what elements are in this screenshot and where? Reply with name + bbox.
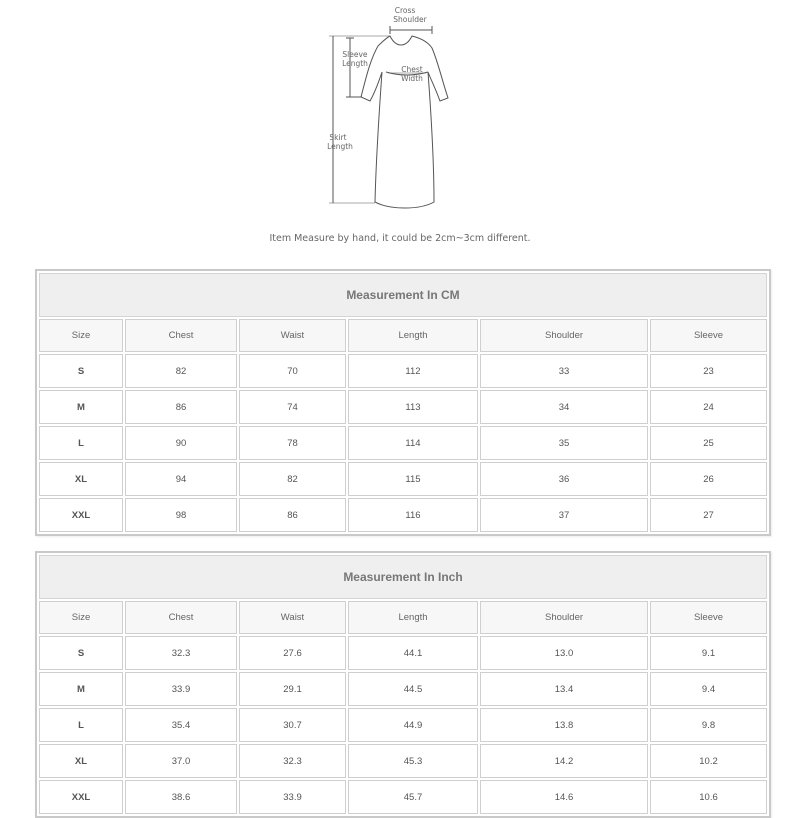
cell-size: L [39, 708, 123, 742]
cell-size: S [39, 636, 123, 670]
cell-size: M [39, 390, 123, 424]
header-chest: Chest [125, 319, 237, 352]
cell-length: 44.5 [348, 672, 478, 706]
cell-shoulder: 36 [480, 462, 648, 496]
label-width: Width [401, 74, 423, 83]
cell-size: M [39, 672, 123, 706]
size-table-cm [35, 269, 771, 536]
cell-shoulder: 35 [480, 426, 648, 460]
label-chest: Chest [401, 65, 423, 74]
label-shoulder: Shoulder [393, 15, 427, 24]
table-title: Measurement In CM [39, 273, 767, 317]
cell-chest: 32.3 [125, 636, 237, 670]
dress-outline-icon [300, 0, 500, 220]
cell-length: 116 [348, 498, 478, 532]
label-sleeve-length: Length [342, 59, 368, 68]
header-shoulder: Shoulder [480, 601, 648, 634]
cell-length: 114 [348, 426, 478, 460]
cell-shoulder: 13.8 [480, 708, 648, 742]
label-cross: Cross [394, 6, 416, 15]
header-chest: Chest [125, 601, 237, 634]
cell-sleeve: 25 [650, 426, 767, 460]
table-row [39, 708, 767, 742]
cell-size: XL [39, 744, 123, 778]
cell-shoulder: 14.2 [480, 744, 648, 778]
header-length: Length [348, 319, 478, 352]
header-size: Size [39, 601, 123, 634]
cell-chest: 38.6 [125, 780, 237, 814]
cell-waist: 74 [239, 390, 346, 424]
table-row [39, 354, 767, 388]
cell-shoulder: 37 [480, 498, 648, 532]
label-skirt-length: Length [327, 142, 353, 151]
cell-sleeve: 23 [650, 354, 767, 388]
header-waist: Waist [239, 601, 346, 634]
label-skirt: Skirt [329, 133, 347, 142]
cell-length: 44.1 [348, 636, 478, 670]
cell-shoulder: 33 [480, 354, 648, 388]
cell-chest: 90 [125, 426, 237, 460]
cell-chest: 82 [125, 354, 237, 388]
cell-length: 112 [348, 354, 478, 388]
header-size: Size [39, 319, 123, 352]
header-shoulder: Shoulder [480, 319, 648, 352]
table-header-row [39, 601, 767, 634]
table-row [39, 636, 767, 670]
cell-chest: 94 [125, 462, 237, 496]
table-row [39, 390, 767, 424]
cell-sleeve: 27 [650, 498, 767, 532]
table-row [39, 498, 767, 532]
cell-size: XXL [39, 498, 123, 532]
cell-waist: 78 [239, 426, 346, 460]
cell-chest: 98 [125, 498, 237, 532]
cell-size: S [39, 354, 123, 388]
cell-waist: 70 [239, 354, 346, 388]
cell-length: 113 [348, 390, 478, 424]
cell-shoulder: 34 [480, 390, 648, 424]
cell-sleeve: 26 [650, 462, 767, 496]
cell-length: 45.3 [348, 744, 478, 778]
table-title: Measurement In Inch [39, 555, 767, 599]
cell-sleeve: 24 [650, 390, 767, 424]
size-table-inch [35, 551, 771, 818]
cell-size: L [39, 426, 123, 460]
cell-waist: 33.9 [239, 780, 346, 814]
table-row [39, 426, 767, 460]
table-row [39, 780, 767, 814]
cell-waist: 29.1 [239, 672, 346, 706]
cell-waist: 27.6 [239, 636, 346, 670]
cell-waist: 86 [239, 498, 346, 532]
cell-size: XL [39, 462, 123, 496]
cell-chest: 86 [125, 390, 237, 424]
cell-length: 45.7 [348, 780, 478, 814]
cell-sleeve: 9.4 [650, 672, 767, 706]
cell-shoulder: 13.0 [480, 636, 648, 670]
cell-length: 44.9 [348, 708, 478, 742]
cell-waist: 82 [239, 462, 346, 496]
cell-sleeve: 10.6 [650, 780, 767, 814]
label-sleeve: Sleeve [342, 50, 368, 59]
table-header-row [39, 319, 767, 352]
header-length: Length [348, 601, 478, 634]
cell-waist: 32.3 [239, 744, 346, 778]
table-row [39, 462, 767, 496]
header-sleeve: Sleeve [650, 601, 767, 634]
cell-waist: 30.7 [239, 708, 346, 742]
cell-sleeve: 9.8 [650, 708, 767, 742]
cell-length: 115 [348, 462, 478, 496]
cell-sleeve: 9.1 [650, 636, 767, 670]
cell-chest: 37.0 [125, 744, 237, 778]
dress-measurement-diagram [300, 0, 500, 220]
cell-shoulder: 14.6 [480, 780, 648, 814]
header-waist: Waist [239, 319, 346, 352]
cell-sleeve: 10.2 [650, 744, 767, 778]
cell-size: XXL [39, 780, 123, 814]
cell-chest: 33.9 [125, 672, 237, 706]
cell-chest: 35.4 [125, 708, 237, 742]
measurement-note: Item Measure by hand, it could be 2cm~3cm different. [269, 233, 531, 244]
header-sleeve: Sleeve [650, 319, 767, 352]
cell-shoulder: 13.4 [480, 672, 648, 706]
table-row [39, 744, 767, 778]
table-row [39, 672, 767, 706]
